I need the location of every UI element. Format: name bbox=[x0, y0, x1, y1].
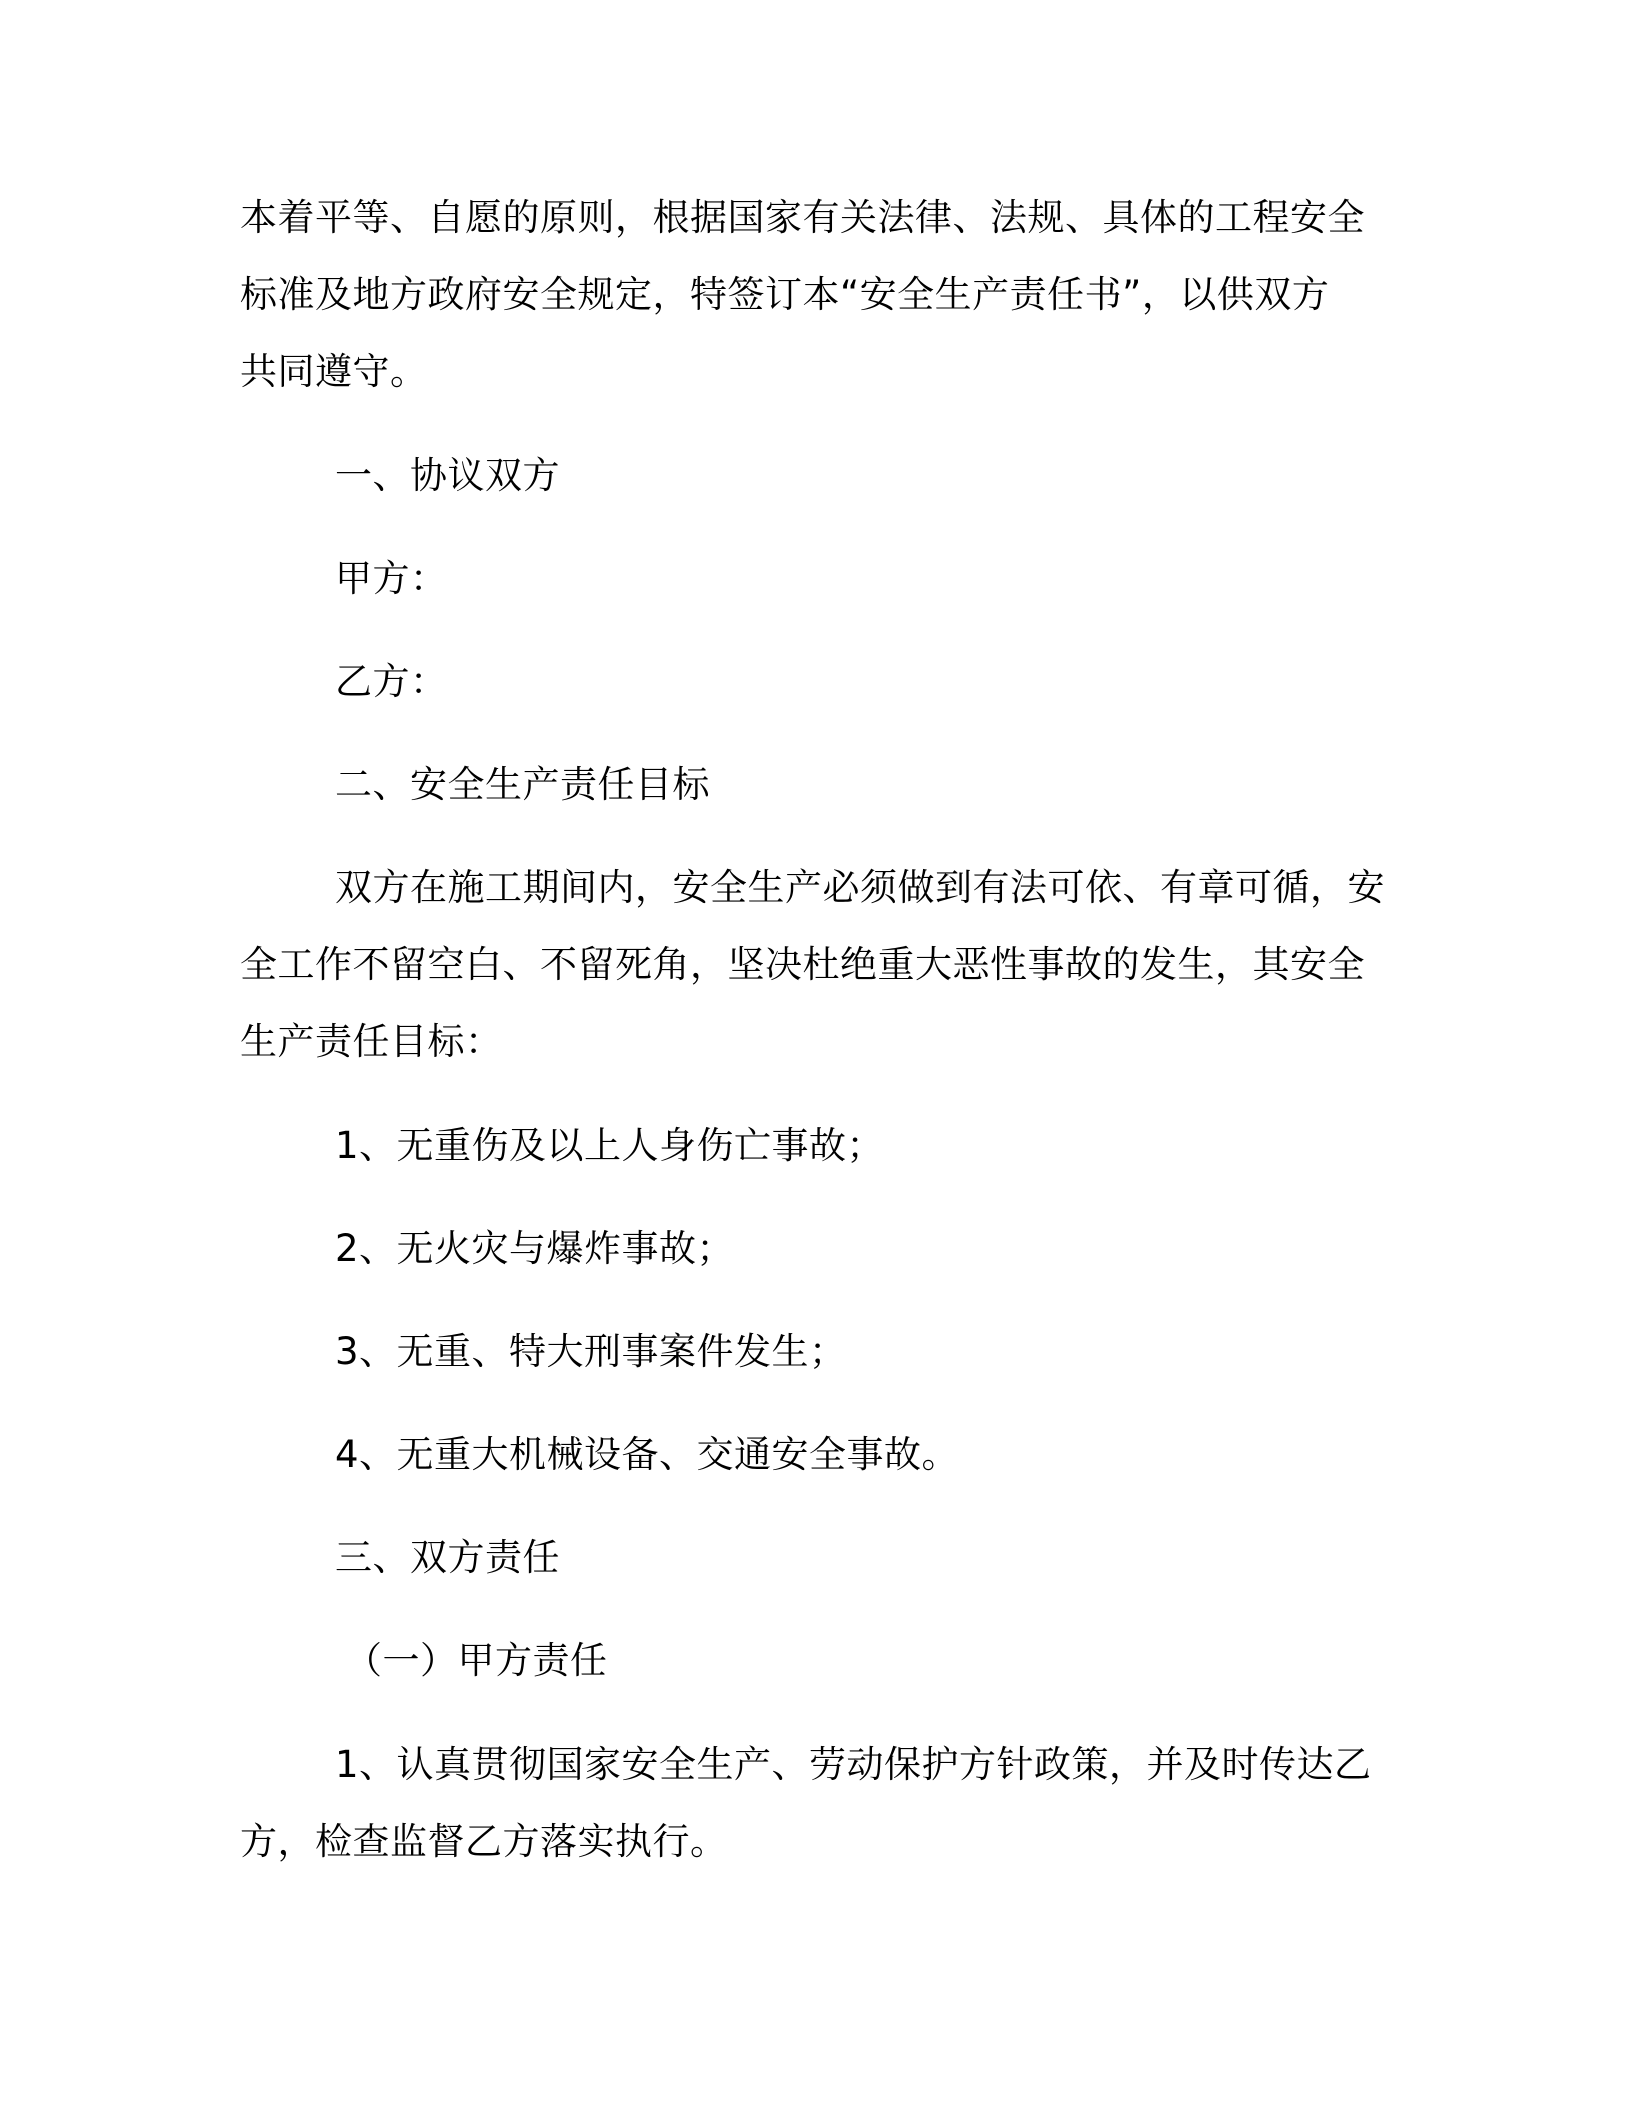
goal-item-4: 4、无重大机械设备、交通安全事故。 bbox=[335, 1433, 960, 1476]
section-2-para-line-3: 生产责任目标： bbox=[240, 1020, 503, 1063]
intro-line-1: 本着平等、自愿的原则，根据国家有关法律、法规、具体的工程安全 bbox=[240, 196, 1365, 239]
section-2-para-line-1: 双方在施工期间内，安全生产必须做到有法可依、有章可循，安 bbox=[335, 866, 1385, 909]
section-2-heading: 二、安全生产责任目标 bbox=[335, 763, 710, 806]
party-b-label: 乙方： bbox=[335, 660, 448, 703]
intro-line-3: 共同遵守。 bbox=[240, 350, 428, 393]
party-a-label: 甲方： bbox=[335, 557, 448, 600]
goal-item-1: 1、无重伤及以上人身伤亡事故； bbox=[335, 1124, 885, 1167]
section-1-heading: 一、协议双方 bbox=[335, 454, 560, 497]
section-3-subheading: （一）甲方责任 bbox=[345, 1639, 608, 1682]
duty-item-1-line-1: 1、认真贯彻国家安全生产、劳动保护方针政策，并及时传达乙 bbox=[335, 1743, 1372, 1786]
goal-item-2: 2、无火灾与爆炸事故； bbox=[335, 1227, 735, 1270]
intro-line-2: 标准及地方政府安全规定，特签订本“安全生产责任书”，以供双方 bbox=[240, 273, 1330, 316]
section-2-para-line-2: 全工作不留空白、不留死角，坚决杜绝重大恶性事故的发生，其安全 bbox=[240, 943, 1365, 986]
section-3-heading: 三、双方责任 bbox=[335, 1536, 560, 1579]
duty-item-1-line-2: 方，检查监督乙方落实执行。 bbox=[240, 1820, 728, 1863]
goal-item-3: 3、无重、特大刑事案件发生； bbox=[335, 1330, 847, 1373]
